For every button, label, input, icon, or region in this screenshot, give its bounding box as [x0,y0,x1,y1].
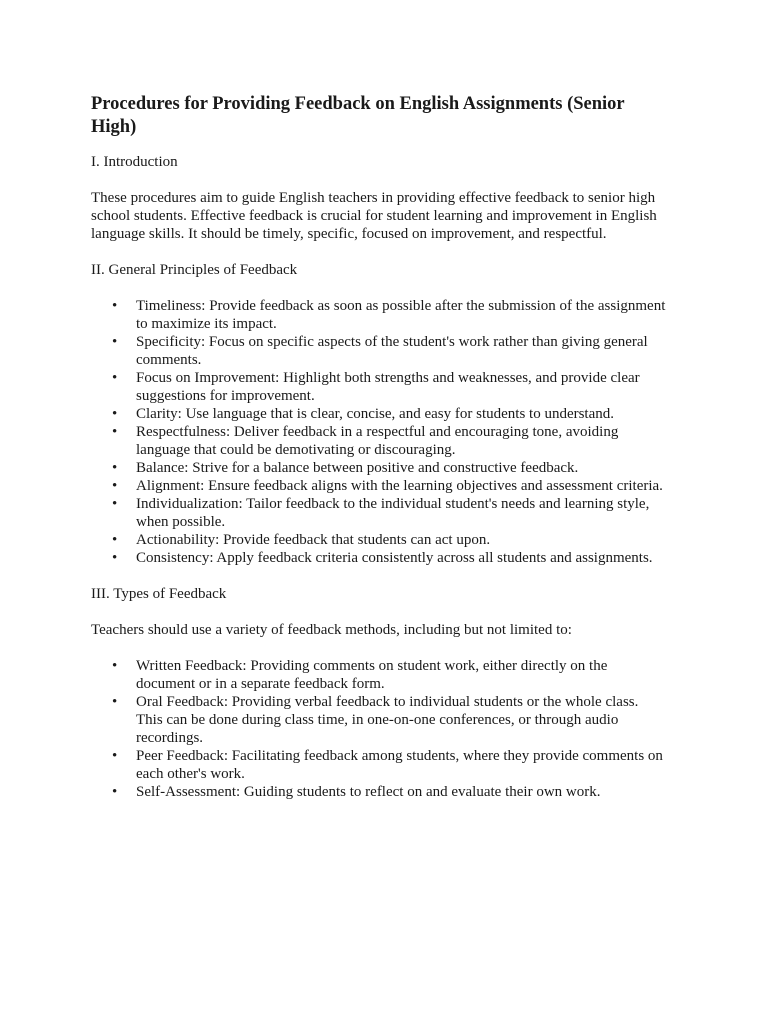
list-item [91,477,668,495]
list-item-text: Peer Feedback: Facilitating feedback among students, where they provide comments on each other's work. [136,748,663,782]
bullet-icon: • [112,298,118,314]
list-item-text: Written Feedback: Providing comments on student work, either directly on the document or in a separate feedback form. [136,658,608,692]
bullet-icon: • [112,658,118,674]
bullet-icon: • [112,550,118,566]
types-of-feedback-list [91,657,668,801]
list-item [91,549,668,567]
bullet-icon: • [112,460,118,476]
list-item-text: Balance: Strive for a balance between positive and constructive feedback. [136,460,579,476]
section-heading-general-principles: II. General Principles of Feedback [91,262,298,278]
list-item-text: Alignment: Ensure feedback aligns with the learning objectives and assessment criteria. [136,478,663,494]
list-item-text: Consistency: Apply feedback criteria consistently across all students and assignments. [136,550,653,566]
bullet-icon: • [112,694,118,710]
bullet-icon: • [112,478,118,494]
bullet-icon: • [112,748,118,764]
section-heading-introduction: I. Introduction [91,154,178,170]
list-item [91,459,668,477]
section-heading-types-of-feedback: III. Types of Feedback [91,586,227,602]
list-item [91,747,668,783]
bullet-icon: • [112,784,118,800]
list-item-text: Specificity: Focus on specific aspects of the student's work rather than giving general comments. [136,334,648,368]
list-item [91,495,668,531]
list-item [91,333,668,369]
list-item [91,531,668,549]
list-item [91,297,668,333]
bullet-icon: • [112,532,118,548]
list-item-text: Respectfulness: Deliver feedback in a respectful and encouraging tone, avoiding language that could be demotivating or discouraging. [136,424,619,458]
document-title: Procedures for Providing Feedback on English Assignments (Senior High) [91,94,625,137]
list-item [91,693,668,747]
bullet-icon: • [112,424,118,440]
types-of-feedback-paragraph: Teachers should use a variety of feedback methods, including but not limited to: [91,622,572,638]
general-principles-list [91,297,668,567]
list-item-text: Focus on Improvement: Highlight both strengths and weaknesses, and provide clear suggestions for improvement. [136,370,640,404]
bullet-icon: • [112,370,118,386]
list-item [91,783,668,801]
list-item-text: Actionability: Provide feedback that students can act upon. [136,532,491,548]
bullet-icon: • [112,406,118,422]
list-item-text: Oral Feedback: Providing verbal feedback to individual students or the whole class. This can be done during class time, in one-on-one conferences, or through audio recordings. [136,694,639,746]
list-item [91,405,668,423]
list-item-text: Individualization: Tailor feedback to the individual student's needs and learning style, when possible. [136,496,650,530]
bullet-icon: • [112,334,118,350]
list-item [91,657,668,693]
list-item [91,423,668,459]
list-item-text: Timeliness: Provide feedback as soon as possible after the submission of the assignment to maximize its impact. [136,298,666,332]
list-item-text: Clarity: Use language that is clear, concise, and easy for students to understand. [136,406,615,422]
bullet-icon: • [112,496,118,512]
introduction-paragraph: These procedures aim to guide English teachers in providing effective feedback to senior high school students. Effective feedback is crucial for student learning and improvement in English language skills. It should be timely, specific, focused on improvement, and respectful. [91,190,657,242]
list-item [91,369,668,405]
list-item-text: Self-Assessment: Guiding students to reflect on and evaluate their own work. [136,784,601,800]
